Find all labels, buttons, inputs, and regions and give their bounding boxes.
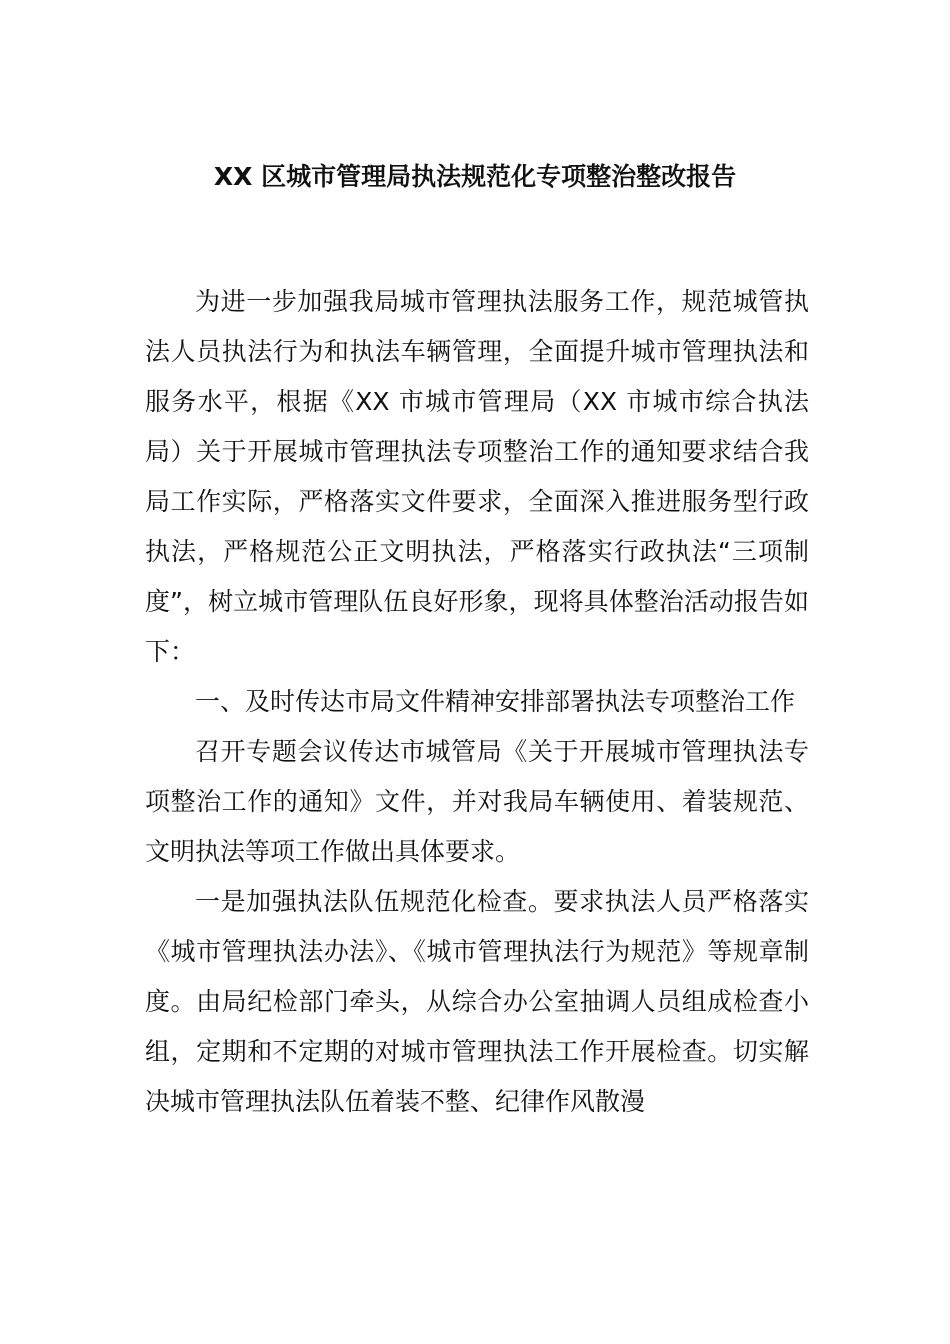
paragraph-meeting: 召开专题会议传达市城管局《关于开展城市管理执法专项整治工作的通知》文件，并对我局车辆使用、着装规范、文明执法等项工作做出具体要求。 <box>145 737 809 866</box>
section-heading-1: 一、及时传达市局文件精神安排部署执法专项整治工作 <box>195 687 796 716</box>
paragraph-intro: 为进一步加强我局城市管理执法服务工作，规范城管执法人员执法行为和执法车辆管理，全面提升城市管理执法和服务水平，根据《XX 市城市管理局（XX 市城市综合执法局）关于开展城市管理执法专项整治工作的通知要求结合我局工作实际，严格落实文件要求，全面深入推进服务型行政执法，严格规范公正文明执法，严格落实行政执法“三项制度”，树立城市管理队伍良好形象，现将具体整治活动报告如下： <box>145 287 809 666</box>
paragraph-inspection: 一是加强执法队伍规范化检查。要求执法人员严格落实《城市管理执法办法》、《城市管理执法行为规范》等规章制度。由局纪检部门牵头，从综合办公室抽调人员组成检查小组，定期和不定期的对城市管理执法工作开展检查。切实解决城市管理执法队伍着装不整、纪律作风散漫 <box>145 887 809 1116</box>
document-body <box>145 277 809 1127</box>
document-title: XX 区城市管理局执法规范化专项整治整改报告 <box>213 162 737 191</box>
